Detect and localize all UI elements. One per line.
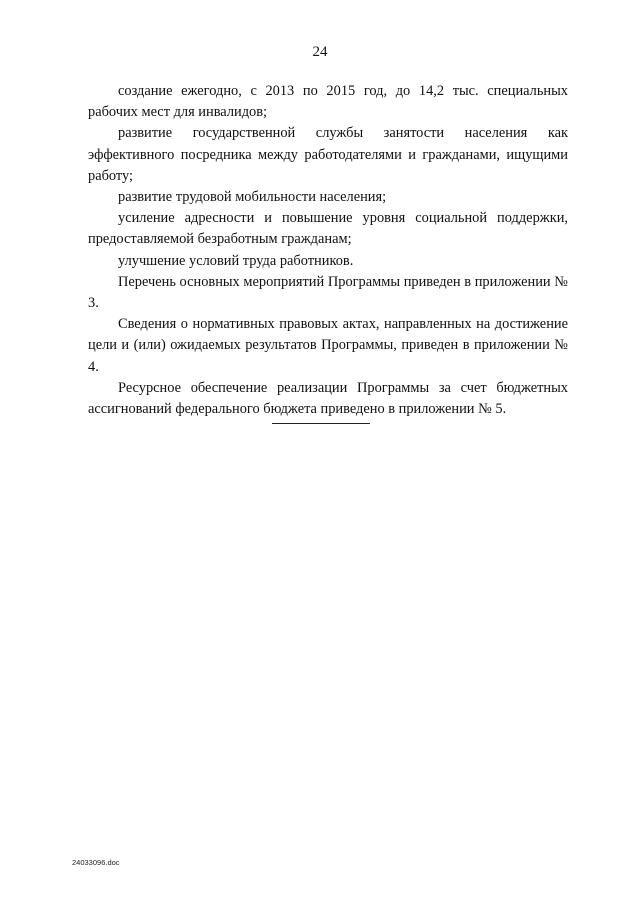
paragraph: развитие государственной службы занятости населения как эффективного посредника между работодателями и гражданами, ищущими работу;	[88, 125, 568, 184]
paragraph: создание ежегодно, с 2013 по 2015 год, до 14,2 тыс. специальных рабочих мест для инвалидов;	[88, 83, 568, 121]
paragraph: усиление адресности и повышение уровня социальной поддержки, предоставляемой безработным гражданам;	[88, 210, 568, 248]
paragraph: Перечень основных мероприятий Программы приведен в приложении № 3.	[88, 273, 568, 312]
paragraph: Ресурсное обеспечение реализации Программы за счет бюджетных ассигнований федерального бюджета приведено в приложении № 5.	[88, 379, 568, 418]
paragraph: улучшение условий труда работников.	[118, 252, 354, 269]
body-text	[88, 81, 568, 420]
file-stamp: 24033096.doc	[72, 858, 120, 867]
paragraph: Сведения о нормативных правовых актах, направленных на достижение цели и (или) ожидаемых результатов Программы, приведен в приложении № 4.	[88, 316, 568, 375]
paragraph: развитие трудовой мобильности населения;	[118, 189, 387, 206]
page-number: 24	[312, 44, 328, 60]
section-divider	[272, 423, 370, 424]
